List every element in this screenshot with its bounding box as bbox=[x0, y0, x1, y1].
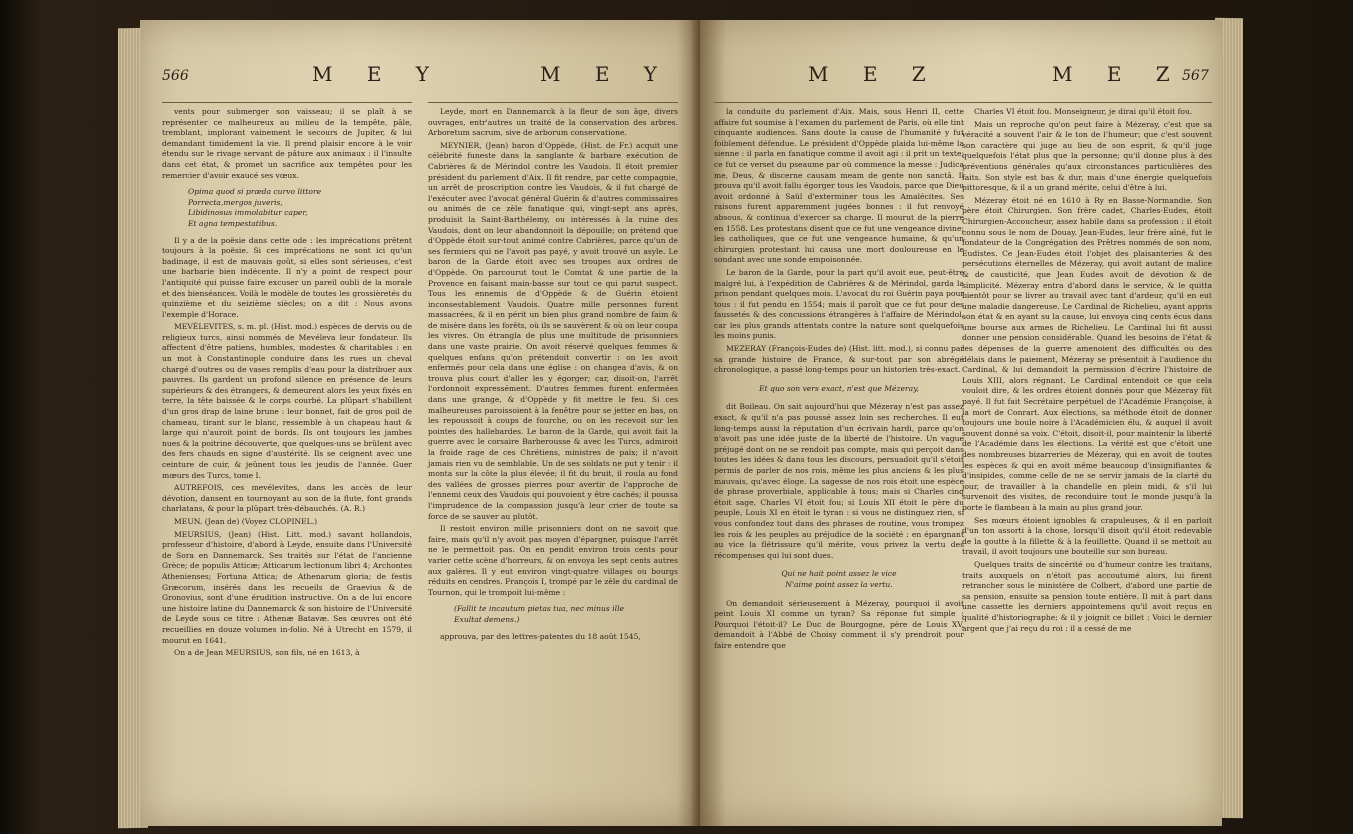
right-page bbox=[700, 20, 1222, 826]
paragraph: Le baron de la Garde, pour la part qu'il avoit eue, peut-être malgré lui, à l'expédition de Cabrières & de Mérindol, garda la prison pendant quelques mois. L'avocat du roi Guérin paya pour tous : il fut pendu en 1554; mais il paroît que ce fut pour des faussetés & des concussions étrangères à l'affaire de Mérindol, car les plus grands attentats contre la nature sont quelquefois les moins punis. bbox=[714, 267, 964, 341]
paragraph: la conduite du parlement d'Aix. Mais, sous Henri II, cette affaire fut soumise à l'examen du parlement de Paris, où elle tint cinquante audiences. Sans doute la cause de l'humanité y fut foiblement défendue. Le président d'Oppède plaida lui-même la sienne : il parla en fanatique comme il avoit agi : il prit un texte; ce fut ce verset du pseaume par où commence la messe : Judica me, Deus, & discerne causam meam de gente non sanctâ. Il prouva qu'il avoit fallu égorger tous les Vaudois, parce que Dieu avoit ordonné à Saül d'exterminer tous les Amalécites. Ses raisons furent apparemment jugées bonnes : il fut renvoyé absous, & continua d'exercer sa charge. Il mourut de la pierre en 1558. Les protestans disent que ce fut une vengeance divine; les catholiques, que ce fut une vengeance humaine, & qu'un chirurgien protestant lui causa une mort douloureuse en le sondant avec une sonde empoisonnée. bbox=[714, 107, 964, 265]
entry-meun: MEUN. (Jean de) (Voyez CLOPINEL.) bbox=[174, 516, 318, 526]
verse-quote: Et quo son vers exact, n'est que Mézeray, bbox=[759, 383, 919, 393]
paragraph: dit Boileau. On sait aujourd'hui que Mézeray n'est pas assez exact, & qu'il n'a pas poussé assez loin ses recherches. Il eut long-temps aussi la réputation d'un écrivain hardi, parce qu'on n'avoit pas une idée juste de la liberté de l'histoire. Un vague préjugé dont on ne se rendoit pas compte, mais qui perçoit dans toutes les idées & dans tous les discours, persuadoit qu'il s'étoit permis de parler de nos rois, même les plus anciens & les plus mauvais, qu'avec éloge. La sagesse de nos rois étoit une espèce de phrase proverbiale, applicable à tous; mais si Charles cinq étoit sage, Charles VI étoit fou; si Louis XII étoit le père du peuple, Louis XI en étoit le tyran : si vous ne distinguez rien, si vous confondez tout dans des phrases de routine, vous trompez les rois & les peuples au préjudice de la société : en épargnant au vice la flétrissure qu'il mérite, vous privez la vertu des récompenses qui lui sont dues. bbox=[714, 402, 964, 560]
paragraph: On a de Jean MEURSIUS, son fils, né en 1613, à bbox=[174, 648, 360, 658]
header-rule bbox=[162, 102, 412, 103]
paragraph: On demandoit sérieusement à Mézeray, pourquoi il avoit peint Louis XI comme un tyran? Sa réponse fut simple : Pourquoi l'étoit-il? Le Duc de Bourgogne, père de Louis XV, demandoit à l'Abbé de Choisy comment il s'y prendroit pour faire entendre que bbox=[714, 598, 964, 650]
paragraph: approuva, par des lettres-patentes du 18 août 1545, bbox=[440, 631, 641, 641]
verse-quote: Qui ne hait point assez le vice N'aime point assez la vertu. bbox=[781, 569, 897, 589]
right-column-1 bbox=[714, 102, 964, 654]
running-head-left-1: M E Y bbox=[312, 62, 443, 86]
paragraph: Mais un reproche qu'on peut faire à Mézeray, c'est que sa véracité a souvent l'air & le ton de l'humeur; que c'est souvent son caractère qui juge au lieu de son esprit, & qu'il juge quelquefois l'état plus que la personne; qu'il donne plus à des préventions générales qu'aux circonstances particulières des faits. Son style est bas & dur, mais d'une énergie quelquefois pittoresque, & il a un grand mérite, celui d'être à lui. bbox=[962, 119, 1212, 193]
running-head-right-2: M E Z bbox=[1052, 62, 1184, 86]
paragraph: Leyde, mort en Dannemarck à la fleur de son âge, divers ouvrages, entr'autres un traité de la conservation des arbres. Arboretum sacrum, sive de arborum conservatione. bbox=[428, 107, 678, 138]
verse-quote: Opima quod si præda curvo littore Porrecta,mergos juveris, Libidinosus immolabitur caper, Et agna tempestatibus. bbox=[188, 187, 322, 228]
paragraph: Il restoit environ mille prisonniers dont on ne savoit que faire, mais qu'il n'y avoit pas moyen d'épargner, puisque l'arrêt ne le permettoit pas. On en pendit environ trois cents pour varier cette scène d'horreurs, & on envoya les sept cents autres aux galères. Il y eut environ vingt-quatre villages ou bourgs réduits en cendres. François I, trompé par le zèle du cardinal de Tournon, qui le trompoit lui-même : bbox=[428, 524, 678, 597]
paragraph: Il y a de la poësie dans cette ode : les imprécations prêtent toujours à la poësie. Si ces imprécations ne sont ici qu'un badinage, il est de mauvais goût, si elles sont sérieuses, c'est une barbarie bien indécente. Il n'y a point de respect pour l'antiquité qui puisse faire excuser un pareil oubli de la morale et des bienséances. Voilà le modèle de toutes les grossièretés du quinzième et du seizième siècles; on a dit : Nous avons l'exemple d'Horace. bbox=[162, 235, 412, 319]
left-column-1 bbox=[162, 102, 412, 661]
entry-meynier: MEYNIER, (Jean) baron d'Oppède, (Hist. de Fr.) acquit une célébrité funeste dans la sanglante & barbare exécution de Cabrières & de Mérindol contre les Vaudois. Il étoit premier président du parlement d'Aix. Il fit rendre, par cette compagnie, un arrêt de proscription contre les Vaudois, & il fut chargé de l'exécuter avec l'avocat général Guérin & d'autres commissaires ou animés de ce zèle fanatique qui, vingt-sept ans après, produisit la Saint-Barthélemy, ou intéressés à la ruine des Vaudois, dont on leur abandonnoit la dépouille; on prétend que d'Oppède étoit sur-tout animé contre Cabrières, parce qu'un de ses fermiers qui ne l'avoit pas payé, y avoit trouvé un asyle. Le baron de la Garde étoit avec ses troupes aux ordres de d'Oppède. On parcourut tout le Comtat & une partie de la Provence en faisant main-basse sur tout ce qui parut suspect. Tous les ennemis de d'Oppède & de Guérin étoient inconsestablement Vaudois. Quatre mille personnes furent massacrées, & il en périt un bien plus grand nombre de faim & de misère dans les forêts, où ils se sauvèrent & où on leur coupa les vivres. On étrangla de plus une multitude de prisonniers dans une vaste prairie. On avoit réservé quelques femmes & quelques enfans qu'on prétendoit convertir : on les avoit enfermés pour cela dans une église : on changea d'avis, & on trouva plus court d'aller les y égorger; car, disoit-on, l'arrêt l'ordonnoit expressément. D'autres femmes furent enfermées dans une grange, & d'Oppède y fit mettre le feu. Si ces malheureuses paroissoient à la fenêtre pour se jetter en bas, on les repoussoit à coups de fourche, ou on les recevoit sur les pointes des hallebardes. Le baron de la Garde, qui avoit fait la guerre avec le corsaire Barberousse & avec les Turcs, admiroit la froide rage de ces Chrétiens, ministres de paix; il n'avoit jamais rien vu de semblable. Un de ses soldats ne put y tenir : il monta sur la côte la plus élevée; il fit du bruit, il roula au fond des vallées de grosses pierres pour avertir de l'approche de l'ennemi ceux des Vaudois qui pouvoient y être cachés; il poussa l'imprudence de la compassion jusqu'à leur crier de toute sa force de se sauver au plutôt. bbox=[428, 140, 678, 521]
right-column-2 bbox=[962, 102, 1212, 636]
paragraph: Quelques traits de sincérité ou d'humeur contre les traitans, traits auxquels on n'étoit pas accoutumé alors, lui firent retrancher sous le ministère de Colbert, d'abord une partie de sa pension, ensuite sa pension toute entière. Il mit à part dans une cassette les derniers appointemens qu'il avoit reçus en qualité d'historiographe; & il y joignit ce billet : Voici le dernier argent que j'ai reçu du roi : il a cessé de me bbox=[962, 559, 1212, 633]
header-rule bbox=[962, 102, 1212, 103]
header-rule bbox=[714, 102, 964, 103]
left-page bbox=[140, 20, 700, 826]
verse-quote: (Fallit te incautum pietas tua, nec minus ille Exultat demens.) bbox=[454, 604, 625, 624]
running-head-left-2: M E Y bbox=[540, 62, 671, 86]
paragraph: AUTREFOIS, ces mevélevites, dans les accès de leur dévotion, dansent en tournoyant au son de la flute, font grands charlatans, & pour la plûpart très-débauchés. (A. R.) bbox=[162, 483, 412, 514]
entry-meursius: MEURSIUS, (Jean) (Hist. Litt. mod.) savant hollandois, professeur d'histoire, d'abord à Leyde, ensuite dans l'Université de Sora en Dannemarck. Ses traités sur l'état de l'ancienne Grèce; de populis Atticæ; Atticarum lectionum libri 4; Archontes Athenienses; Fortuna Attica; de Athenarum gloria; de festis Græcorum, insérés dans les recueils de Graevius & de Gronovius, sont d'une érudition instructive. On a de lui encore une histoire latine du Dannemarck & son histoire de l'Université de Leyde sous ce titre : Athenæ Batavæ. Ses œuvres ont été recueillies en douze volumes in-folio. Né à Utrecht en 1579, il mourut en 1641. bbox=[162, 529, 412, 645]
left-header bbox=[140, 62, 700, 96]
paragraph: Mézeray étoit né en 1610 à Ry en Basse-Normandie. Son père étoit Chirurgien. Son frère cadet, Charles-Eudes, étoit Chirurgien-Accoucheur, assez habile dans sa profession : il étoit connu sous le nom de Douay. Jean-Eudes, leur frère aîné, fut le fondateur de la Congrégation des Prêtres nommés de son nom, Eudistes. Ce Jean-Eudes étoit l'objet des plaisanteries & des persécutions éternelles de Mézeray, qui avoit autant de malice & de causticité, que Jean Eudes avoit de dévotion & de simplicité. Mézeray entra d'abord dans le service, & le quitta bientôt pour se livrer au travail avec tant d'ardeur, qu'il en eut une maladie dangereuse. Le Cardinal de Richelieu, ayant appris son état & en ayant su la cause, lui envoya cinq cents écus dans une bourse aux armes de Richelieu. Le Cardinal lui fit aussi donner une pension considérable. Quand les besoins de l'état & les dépenses de la guerre amenoient des difficultés ou des délais dans le paiement, Mézeray se présentoit à l'audience du Cardinal, & lui demandoit la permission d'écrire l'histoire de Louis XIII, alors régnant. Le Cardinal entendoit ce que cela vouloit dire, & les ordres étoient donnés pour que Mézeray fût payé. Il fut fait Secrétaire perpétuel de l'Académie Françoise, à la mort de Conrart. Aux élections, sa méthode étoit de donner toujours une boule noire à l'Académicien élu, & auquel il avoit souvent donné sa voix. C'étoit, disoit-il, pour maintenir la liberté de l'Académie dans les élections. La vérité est que c'étoit une des nombreuses bizarreries de Mézeray, qui en avoit de toutes les espèces & qui en avoit même beaucoup d'insignifiantes & d'insipides, comme celle de ne se servir jamais de la clarté du jour, de travailler à la chandelle en plein midi, & s'il lui survenoit des visites, de reconduire tout le monde jusqu'à la porte le flambeau à la main au plus grand jour. bbox=[962, 195, 1212, 512]
right-header bbox=[700, 62, 1222, 96]
entry-mezeray: MEZERAY (François-Eudes de) (Hist. litt. mod.), si connu par sa grande histoire de France, & sur-tout par son abrégé chronologique, a passé long-temps pour un historien très-exact. bbox=[714, 344, 964, 375]
entry-mevelevites: MEVÉLEVITES, s. m. pl. (Hist. mod.) espèces de dervis ou de religieux turcs, ainsi nommés de Mevéleva leur fondateur. Ils affectent d'être patiens, humbles, modestes & charitables : en un mot à Constantinople conduire dans les rues un cheval chargé d'outres ou de vases remplis d'eau pour la distribuer aux pauvres. Ils gardent un profond silence en présence de leurs supérieurs & des étrangers, & demeurent alors les yeux fixés en terre, la tête baissée & le corps courbé. La plûpart s'habillent d'un gros drap de laine brune : leur bonnet, fait de gros poil de chameau, tirant sur le blanc, ressemble à un chapeau haut & large qui n'auroit point de bords. Ils ont toujours les jambes nues & la poitrine découverte, que quelques-uns se brûlent avec des fers chauds en signe d'austérité. Ils se ceignent avec une ceinture de cuir, & jeûnent tous les jeudis de l'année. Guer mœurs des Turcs, tome I. bbox=[162, 322, 412, 480]
paragraph: Charles VI étoit fou. Monseigneur, je dirai qu'il étoit fou. bbox=[974, 107, 1193, 116]
header-rule bbox=[428, 102, 678, 103]
paragraph: vents pour submerger son vaisseau; il se plaît à se représenter ce malheureux au milieu de la tempête, pâle, tremblant, implorant vainement le secours de Jupiter, & lui demandant timidement la vie. Il prend plaisir encore à le voir étendu sur le rivage servant de pâture aux animaux : il l'insulte dans cet état, & promet un sacrifice aux tempêtes pour les remercier d'avoir exaucé ses vœux. bbox=[162, 107, 412, 180]
page-number-left: 566 bbox=[162, 68, 189, 84]
running-head-right-1: M E Z bbox=[808, 62, 940, 86]
page-number-right: 567 bbox=[1182, 68, 1209, 84]
left-column-2 bbox=[428, 102, 678, 644]
paragraph: Ses mœurs étoient ignobles & crapuleuses, & il en parloit d'un ton assorti à la chose, lorsqu'il disoit qu'il étoit redevable de la goutte à la fillette & à la feuillette. Quand il se mettoit au travail, il avoit toujours une bouteille sur son bureau. bbox=[962, 515, 1212, 557]
